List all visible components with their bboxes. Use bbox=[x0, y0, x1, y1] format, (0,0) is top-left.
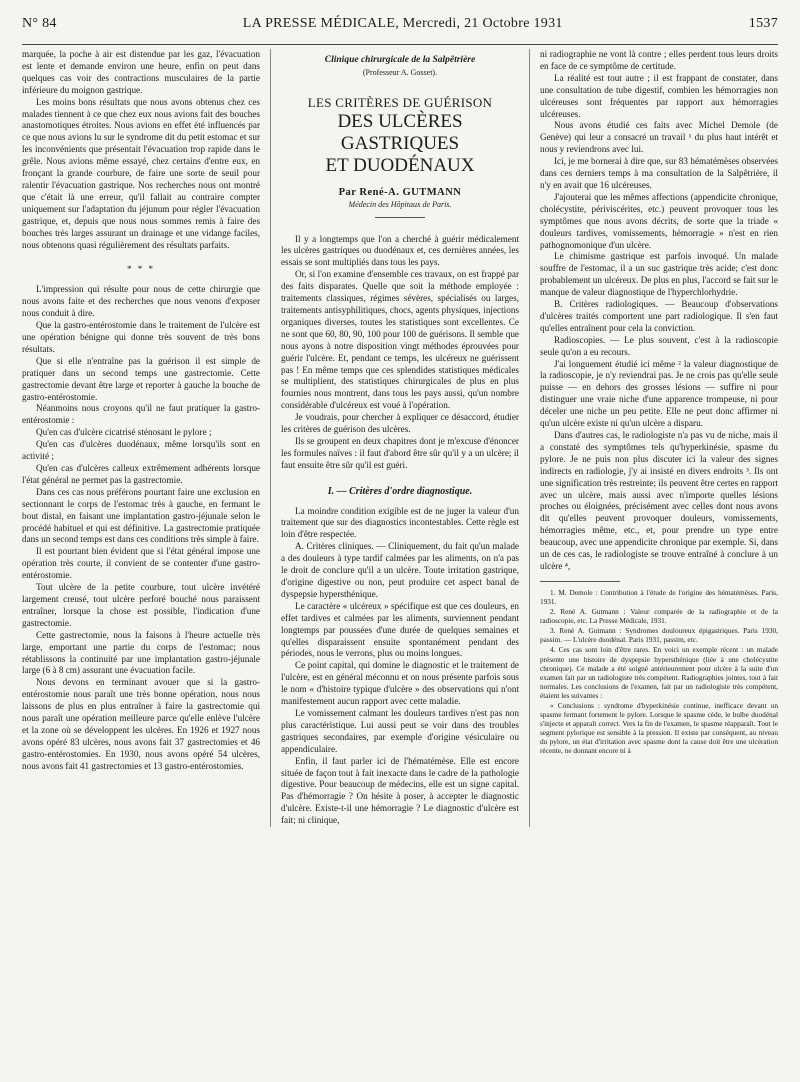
journal-title: LA PRESSE MÉDICALE, Mercredi, 21 Octobre 1931 bbox=[242, 16, 563, 31]
issue-number: N° 84 bbox=[22, 16, 57, 31]
clinic-professor: (Professeur A. Gosset). bbox=[362, 67, 438, 77]
paragraph: Radioscopies. — Le plus souvent, c'est à la radioscopie seule qu'on a eu recours. bbox=[539, 334, 778, 357]
footnote: 2. René A. Gutmann : Valeur comparée de la radiographie et de la radioscopie, etc. La Presse Médicale, 1931. bbox=[539, 607, 778, 626]
paragraph: Qu'en cas d'ulcères duodénaux, même lorsqu'ils sont en activité ; bbox=[22, 439, 261, 462]
paragraph: Nous avons étudié ces faits avec Michel Demole (de Genève) qui leur a consacré un travail ¹ du plus haut intérêt et nous y reviendrons avec lui. bbox=[539, 120, 778, 155]
paragraph: Il est pourtant bien évident que si l'état général impose une opération très courte, il convient de se contenter d'une gastro-entérostomie. bbox=[22, 546, 261, 581]
footnote: 4. Ces cas sont loin d'être rares. En voici un exemple récent : un malade présente une histoire de dyspepsie hypersthénique (liée à une cholécystite chronique). Ce malade a été soigné antérieurement pour ulcère à la suite d'un examen fait par un radiologiste très compétent. Radiographies jointes, tout à fait normales. Les conclusions de l'examen, fait par un radiologiste très compétent, étaient les suivantes : bbox=[539, 645, 778, 700]
paragraph: Je voudrais, pour chercher à expliquer ce désaccord, étudier les critères de guérison des ulcères. bbox=[280, 412, 519, 435]
column-right bbox=[540, 49, 778, 827]
title-line-2: DES ULCÈRES GASTRIQUES bbox=[337, 110, 463, 154]
paragraph: Les moins bons résultats que nous avons obtenus chez ces malades tiennent à ce que chez eux nous avions fait des bouches anastomotiques étroites. Nous avions en effet été influencés par ce que nous avions lu sur le syndrome dit du petit estomac et sur les inconvénients que présentait l'évacuation trop rapide dans le grêle. Nous avions même essayé, chez certains d'entre eux, en fronçant la grande courbure, de faire une sorte de seuil pour ralentir l'évacuation gastrique. Nos recherches nous ont montré que c'était là une erreur, qu'il fallait au contraire compter uniquement sur l'adaptation du jéjunum pour régler l'évacuation gastrique, et, depuis que nous nous sommes remis à faire des bouches très larges assurant un drainage et une vidange faciles, nous obtenons quasi régulièrement des résultats parfaits. bbox=[22, 96, 261, 250]
column-divider bbox=[270, 49, 271, 827]
title-line-3: ET DUODÉNAUX bbox=[325, 154, 475, 176]
columns bbox=[22, 49, 778, 827]
paragraph: Le chimisme gastrique est parfois invoqué. Un malade souffre de l'estomac, il a un suc gastrique très acide; c'est donc probablement un ulcéreux. De plus en plus, l'accord se fait sur le manque de valeur diagnostique de l'hyperchlorhydrie. bbox=[539, 251, 778, 298]
column-divider bbox=[529, 49, 530, 827]
paragraph: J'ajouterai que les mêmes affections (appendicite chronique, cholécystite, périviscérites, etc.) peuvent provoquer tous les symptômes que nous avons décrits, de sorte que la triade « douleurs tardives, vomissements, hémorragie » n'est en rien pathognomonique d'un ulcère. bbox=[539, 191, 778, 250]
paragraph: Dans d'autres cas, le radiologiste n'a pas vu de niche, mais il a constaté des symptômes tels qu'hyperkinésie, spasme du pylore. Je ne puis non plus discuter ici la valeur des signes indirects en radiologie, j'y ai insisté en divers endroits ³. Ils ont une signification très restreinte; ils peuvent être certes en rapport avec un ulcère, mais aussi avec n'importe quelles lésions proches ou éloignées, précisément avec celles dont nous avons dit qu'elles peuvent provoquer douleurs, vomissements, hémorragies même, etc., et, pour prendre un type entre beaucoup, avec une appendicite chronique par exemple. Si, dans un de ces cas, le radiologiste se trouve entraîné à conclure à un ulcère ⁴, bbox=[539, 430, 778, 571]
paragraph: Néanmoins nous croyons qu'il ne faut pratiquer la gastro-entérostomie : bbox=[22, 403, 261, 426]
paragraph: A. Critères cliniques. — Cliniquement, du fait qu'un malade a des douleurs à type tardif calmées par les aliments, on n'a pas le droit de conclure qu'il a un ulcère. Toute irritation gastrique, d'origine digestive ou non, peut produire cet aspect banal de dyspepsie hypersthénique. bbox=[280, 541, 519, 599]
paragraph: Enfin, il faut parler ici de l'hématémèse. Elle est encore située de façon tout à fait inexacte dans le cadre de la pathologie digestive. Pour beaucoup de médecins, elle est un signe capital. Pas d'hémorragie ? On hésite à poser, à accepter le diagnostic d'ulcère. Existe-t-il une hémorragie ? Le diagnostic d'ulcère est fait; ni clinique, bbox=[280, 755, 519, 826]
page-number: 1537 bbox=[748, 16, 778, 31]
footnote: 1. M. Demole : Contribution à l'étude de l'origine des hématémèses. Paris, 1931. bbox=[539, 587, 778, 606]
clinic-heading: Clinique chirurgicale de la Salpêtrière bbox=[324, 55, 476, 65]
paragraph: marquée, la poche à air est distendue par les gaz, l'évacuation est lente et demande environ une heure, enfin on peut dans quelques cas voir des contractions musculaires de la partie inférieure du moignon gastrique. bbox=[22, 49, 261, 95]
paragraph: B. Critères radiologiques. — Beaucoup d'observations d'ulcères traités comportent une part radiologique. Il s'en faut qu'elles entraînent pour cela la conviction. bbox=[539, 299, 778, 333]
paragraph: La réalité est tout autre ; il est frappant de constater, dans une consultation de tube digestif, combien les hémorragies non ulcéreuses sont fréquentes par rapport aux hémorragies ulcéreuses. bbox=[539, 72, 778, 119]
section-stars: * * * bbox=[127, 264, 155, 275]
paragraph: Cette gastrectomie, nous la faisons à l'heure actuelle très large, emportant une partie du corps de l'estomac; nous rétablissons la continuité par une implantation gastro-jéjunale large (6 à 8 cm) assurant une évacuation facile. bbox=[22, 629, 261, 676]
title-rule bbox=[375, 217, 425, 218]
paragraph: Le vomissement calmant les douleurs tardives n'est pas non plus caractéristique. Lui aussi peut se voir dans des troubles gastriques secondaires, par exemple d'origine vésiculaire ou appendiculaire. bbox=[280, 707, 519, 754]
paragraph: J'ai longuement étudié ici même ² la valeur diagnostique de la radioscopie, je n'y reviendrai pas. Je ne crois pas qu'elle seule puisse — en dehors des grosses lésions — suffire ni pour distinguer une vraie niche d'une apparence trompeuse, ni pour déceler une niche un peu petite. Elle ne peut donc affirmer ni qu'un ulcère existe ni qu'un ulcère a disparu. bbox=[539, 358, 778, 429]
paragraph: Que si elle n'entraîne pas la guérison il est simple de pratiquer dans un second temps une gastrectomie. Cette gastrectomie devant être large et reporter à gauche la bouche de gastro-entérostomie. bbox=[22, 355, 261, 402]
paragraph: Que la gastro-entérostomie dans le traitement de l'ulcère est une opération bénigne qui donne très souvent de très bons résultats. bbox=[22, 320, 261, 354]
paragraph: Le caractère « ulcéreux » spécifique est que ces douleurs, en effet tardives et calmées par les aliments, surviennent pendant longtemps par poussées d'une durée de quelques semaines et qu'elles disparaissent ensuite spontanément pendant des périodes, nous le verrons, plus ou moins longues. bbox=[280, 600, 519, 659]
paragraph: Or, si l'on examine d'ensemble ces travaux, on est frappé par des faits disparates. Quelle que soit la méthode employée : traitements classiques, régimes sévères, spécialisés ou larges, traitements antisyphilitiques, chocs, agents physiques, injections organiques diverses, toutes les statistiques sont excellentes. Ce ne sont que 60, 80, 90, 100 pour 100 de guérisons. Il semble que nous ayons à notre disposition vingt méthodes éprouvées pour guérir l'ulcère. Et, pendant ce temps, les ulcéreux ne guérissent pas ! En même temps que ces splendides statistiques médicales se multiplient, des statistiques chirurgicales de plus en plus fournies nous montrent, dans tous les pays aussi, qu'un nombre considérable d'ulcéreux est voué à l'opération. bbox=[280, 269, 519, 411]
paragraph: Il y a longtemps que l'on a cherché à guérir médicalement les ulcères gastriques ou duodénaux et, ces dernières années, les essais se sont multipliés dans tous les pays. bbox=[280, 233, 519, 268]
paragraph: Ce point capital, qui domine le diagnostic et le traitement de l'ulcère, est en général méconnu et on nous présente parfois sous le nom « d'histoire typique d'ulcère » des observations qui n'ont manifestement aucun rapport avec cette maladie. bbox=[280, 660, 519, 707]
paragraph: Qu'en cas d'ulcère cicatrisé sténosant le pylore ; bbox=[36, 427, 212, 438]
paragraph: ni radiographie ne vont là contre ; elles perdent tous leurs droits en face de ce symptôme de certitude. bbox=[539, 49, 778, 71]
title-line-1: LES CRITÈRES DE GUÉRISON bbox=[307, 94, 493, 110]
paragraph: Ici, je me bornerai à dire que, sur 83 hématémèses observées dans ces derniers temps à ma consultation de la Salpêtrière, il n'y en avait que 16 ulcéreuses. bbox=[539, 156, 778, 190]
author-role: Médecin des Hôpitaux de Paris. bbox=[348, 199, 452, 209]
header-rule bbox=[22, 44, 778, 45]
page-header bbox=[22, 0, 778, 42]
paragraph: Dans ces cas nous préférons pourtant faire une exclusion en sectionnant le corps de l'estomac très à gauche, en fermant le bout distal, en faisant une implantation gastro-jéjunale selon le procédé habituel et qui est définitive. La gastrectomie pratiquée dans un second temps est dans ces conditions très simple à faire. bbox=[22, 486, 261, 545]
footnote: 3. René A. Gutmann : Syndromes douloureux épigastriques. Paris 1930, passim. — L'ulcère duodénal. Paris 1931, passim, etc. bbox=[539, 626, 778, 645]
section-heading: I. — Critères d'ordre diagnostique. bbox=[327, 485, 473, 497]
footnote-rule bbox=[540, 581, 620, 582]
footnote: « Conclusions : syndrome d'hyperkinésie continue, inefficace devant un spasme fermant fortement le pylore. Lorsque le spasme cède, le bulbe duodénal s'injecte et apparaît correct. Vers la fin de l'examen, le spasme réapparaît. Tout le segment pylorique est sensible à la pression. Il existe par conséquent, au niveau du pylore, un état d'irritation avec spasme dont la cause doit être une ulcération récente, ne donnant encore ni à bbox=[539, 701, 778, 756]
paragraph: Qu'en cas d'ulcères calleux extrêmement adhérents lorsque l'état général ne permet pas la gastrectomie. bbox=[22, 463, 261, 485]
paragraph: Nous devons en terminant avouer que si la gastro-entérostomie nous paraît une très bonne opération, nous nous laissons de plus en plus entraîner à faire la gastrectomie qui nous paraît une opération meilleure parce qu'elle enlève l'ulcère et la zone où se développent les ulcères. En 1926 et 1927 nous avons opéré 83 ulcères, nous avons fait 37 gastrectomies et 46 gastro-entérostomies. En 1930, nous avons opéré 54 ulcères, nous avons fait 41 gastrectomies et 13 gastro-entérostomies. bbox=[22, 677, 261, 771]
paragraph: Tout ulcère de la petite courbure, tout ulcère invétéré largement creusé, tout ulcère perforé bouché nous paraissent entraîner, lorsque la chose est possible, l'indication d'une gastrectomie. bbox=[22, 582, 261, 628]
paragraph: L'impression qui résulte pour nous de cette chirurgie que nous avons faite et des recherches que nous venons d'exposer nous conduit à dire. bbox=[22, 284, 261, 319]
article-title bbox=[281, 94, 519, 218]
article-author: Par René-A. GUTMANN bbox=[338, 186, 462, 198]
column-left bbox=[22, 49, 260, 827]
paragraph: La moindre condition exigible est de ne juger la valeur d'un traitement que sur des diagnostics incontestables. Cette règle est loin d'être respectée. bbox=[280, 505, 519, 540]
column-middle bbox=[281, 49, 519, 827]
paragraph: Ils se groupent en deux chapitres dont je m'excuse d'énoncer les formules naïves : il faut d'abord être sûr qu'il y a un ulcère; il faut ensuite être sûr qu'il est guéri. bbox=[280, 435, 519, 470]
footnotes bbox=[540, 588, 778, 756]
